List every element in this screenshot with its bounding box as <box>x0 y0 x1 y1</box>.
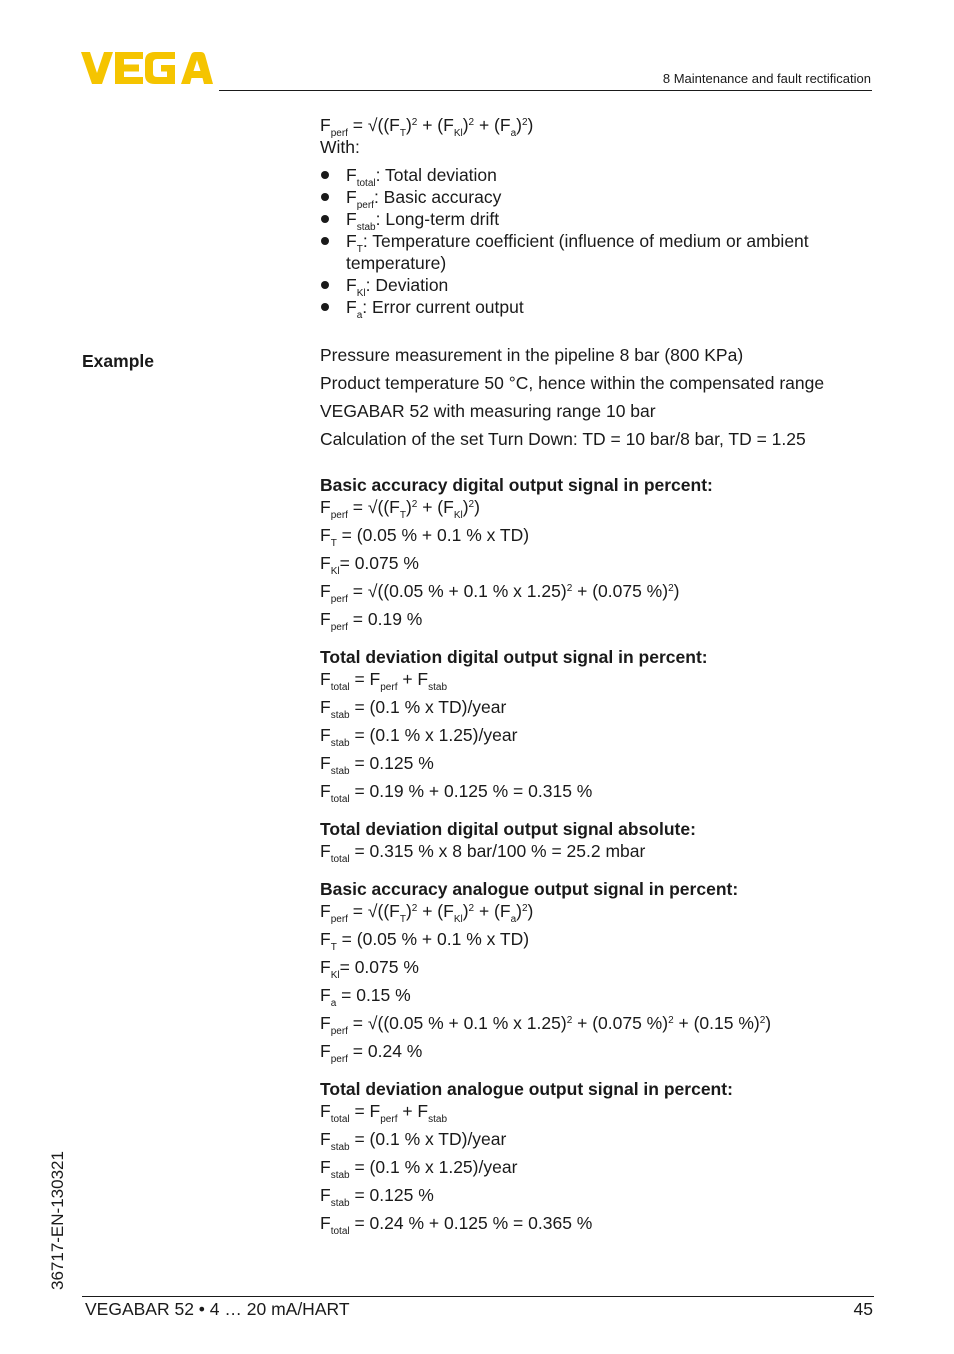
bullet-icon <box>321 215 329 223</box>
formula-line: $F_{stab} = 0.125$ % <box>320 1185 434 1209</box>
formula-line: $F_{Kl}= 0.075$ % <box>320 957 419 981</box>
example-paragraph: Pressure measurement in the pipeline 8 bar (800 KPa) <box>320 345 744 365</box>
section-heading: Basic accuracy analogue output signal in percent: <box>320 879 739 899</box>
list-item: $F_a$: Error current output <box>320 296 880 318</box>
list-item: $F_{Kl}$: Deviation <box>320 274 880 296</box>
formula-line: $F_{stab} = (0.1$ % x TD)/year <box>320 1129 507 1153</box>
formula-line: $F_a = 0.15$ % <box>320 985 411 1009</box>
formula-line: $F_{total} = F_{perf} + F_{stab}$ <box>320 1101 448 1125</box>
list-item: $F_{stab}$: Long-term drift <box>320 208 880 230</box>
example-label: Example <box>82 351 154 371</box>
bullet-icon <box>321 193 329 201</box>
example-paragraph: Calculation of the set Turn Down: TD = 10 bar/8 bar, TD = 1.25 <box>320 429 806 449</box>
section-basic-accuracy-analogue <box>320 878 880 1065</box>
definition-list <box>320 164 880 321</box>
vega-logo <box>81 52 213 84</box>
formula-line: $F_{perf} = √((F_T)^2 + (F_{Kl})^2 + (F_a)^2)$ <box>320 901 534 925</box>
example-paragraph: Product temperature 50 °C, hence within the compensated range <box>320 373 825 393</box>
with-label: With: <box>320 137 360 157</box>
list-item: $F_T$: Temperature coefficient (influence of medium or ambient temperature) <box>320 230 880 274</box>
section-total-deviation-digital <box>320 646 880 805</box>
header-divider <box>219 90 872 91</box>
bullet-icon <box>321 303 329 311</box>
main-content <box>320 114 880 1237</box>
formula-line: $F_{stab} = (0.1$ % x 1.25)/year <box>320 1157 518 1181</box>
section-heading: Total deviation digital output signal in percent: <box>320 647 708 667</box>
formula-line: $F_{total} = 0.315$ % x 8 bar/100 % = 25.2 mbar <box>320 841 646 865</box>
formula-line: $F_{stab} = 0.125$ % <box>320 753 434 777</box>
formula-line: $F_{perf} = √((0.05$ % + 0.1 % x 1.25)$^2$ + (0.075 %)$^2$ + (0.15 %)$^2$) <box>320 1013 772 1037</box>
footer-divider <box>82 1296 874 1297</box>
formula-fperf: $F_{perf} = √((F_T)^2 + (F_{Kl})^2 + (F_a)^2)$ <box>320 115 534 139</box>
bullet-icon <box>321 237 329 245</box>
formula-line: $F_T = (0.05$ % + 0.1 % x TD) <box>320 525 530 549</box>
formula-line: $F_{perf} = 0.19$ % <box>320 609 423 633</box>
page-number: 45 <box>853 1299 873 1319</box>
bullet-icon <box>321 281 329 289</box>
section-total-deviation-absolute <box>320 818 880 865</box>
list-item: $F_{total}$: Total deviation <box>320 164 880 186</box>
formula-line: $F_{perf} = √((F_T)^2 + (F_{Kl})^2)$ <box>320 497 480 521</box>
footer-product: VEGABAR 52 • 4 … 20 mA/HART <box>85 1299 350 1319</box>
bullet-icon <box>321 171 329 179</box>
formula-line: $F_{Kl}= 0.075$ % <box>320 553 419 577</box>
section-heading: Total deviation digital output signal absolute: <box>320 819 696 839</box>
formula-line: $F_{stab} = (0.1$ % x TD)/year <box>320 697 507 721</box>
formula-line: $F_{total} = 0.24$ % + 0.125 % = 0.365 % <box>320 1213 593 1237</box>
section-basic-accuracy-digital <box>320 474 880 633</box>
document-id: 36717-EN-130321 <box>48 1151 67 1290</box>
formula-line: $F_{stab} = (0.1$ % x 1.25)/year <box>320 725 518 749</box>
formula-line: $F_T = (0.05$ % + 0.1 % x TD) <box>320 929 530 953</box>
example-description <box>320 344 880 450</box>
example-paragraph: VEGABAR 52 with measuring range 10 bar <box>320 401 656 421</box>
list-item: $F_{perf}$: Basic accuracy <box>320 186 880 208</box>
section-total-deviation-analogue <box>320 1078 880 1237</box>
formula-line: $F_{perf} = 0.24$ % <box>320 1041 423 1065</box>
formula-line: $F_{perf} = √((0.05$ % + 0.1 % x 1.25)$^2$ + (0.075 %)$^2$) <box>320 581 680 605</box>
section-heading: Basic accuracy digital output signal in percent: <box>320 475 713 495</box>
section-heading: Total deviation analogue output signal in percent: <box>320 1079 733 1099</box>
formula-line: $F_{total} = F_{perf} + F_{stab}$ <box>320 669 448 693</box>
formula-line: $F_{total} = 0.19$ % + 0.125 % = 0.315 % <box>320 781 593 805</box>
header-section-title: 8 Maintenance and fault rectification <box>662 71 871 86</box>
